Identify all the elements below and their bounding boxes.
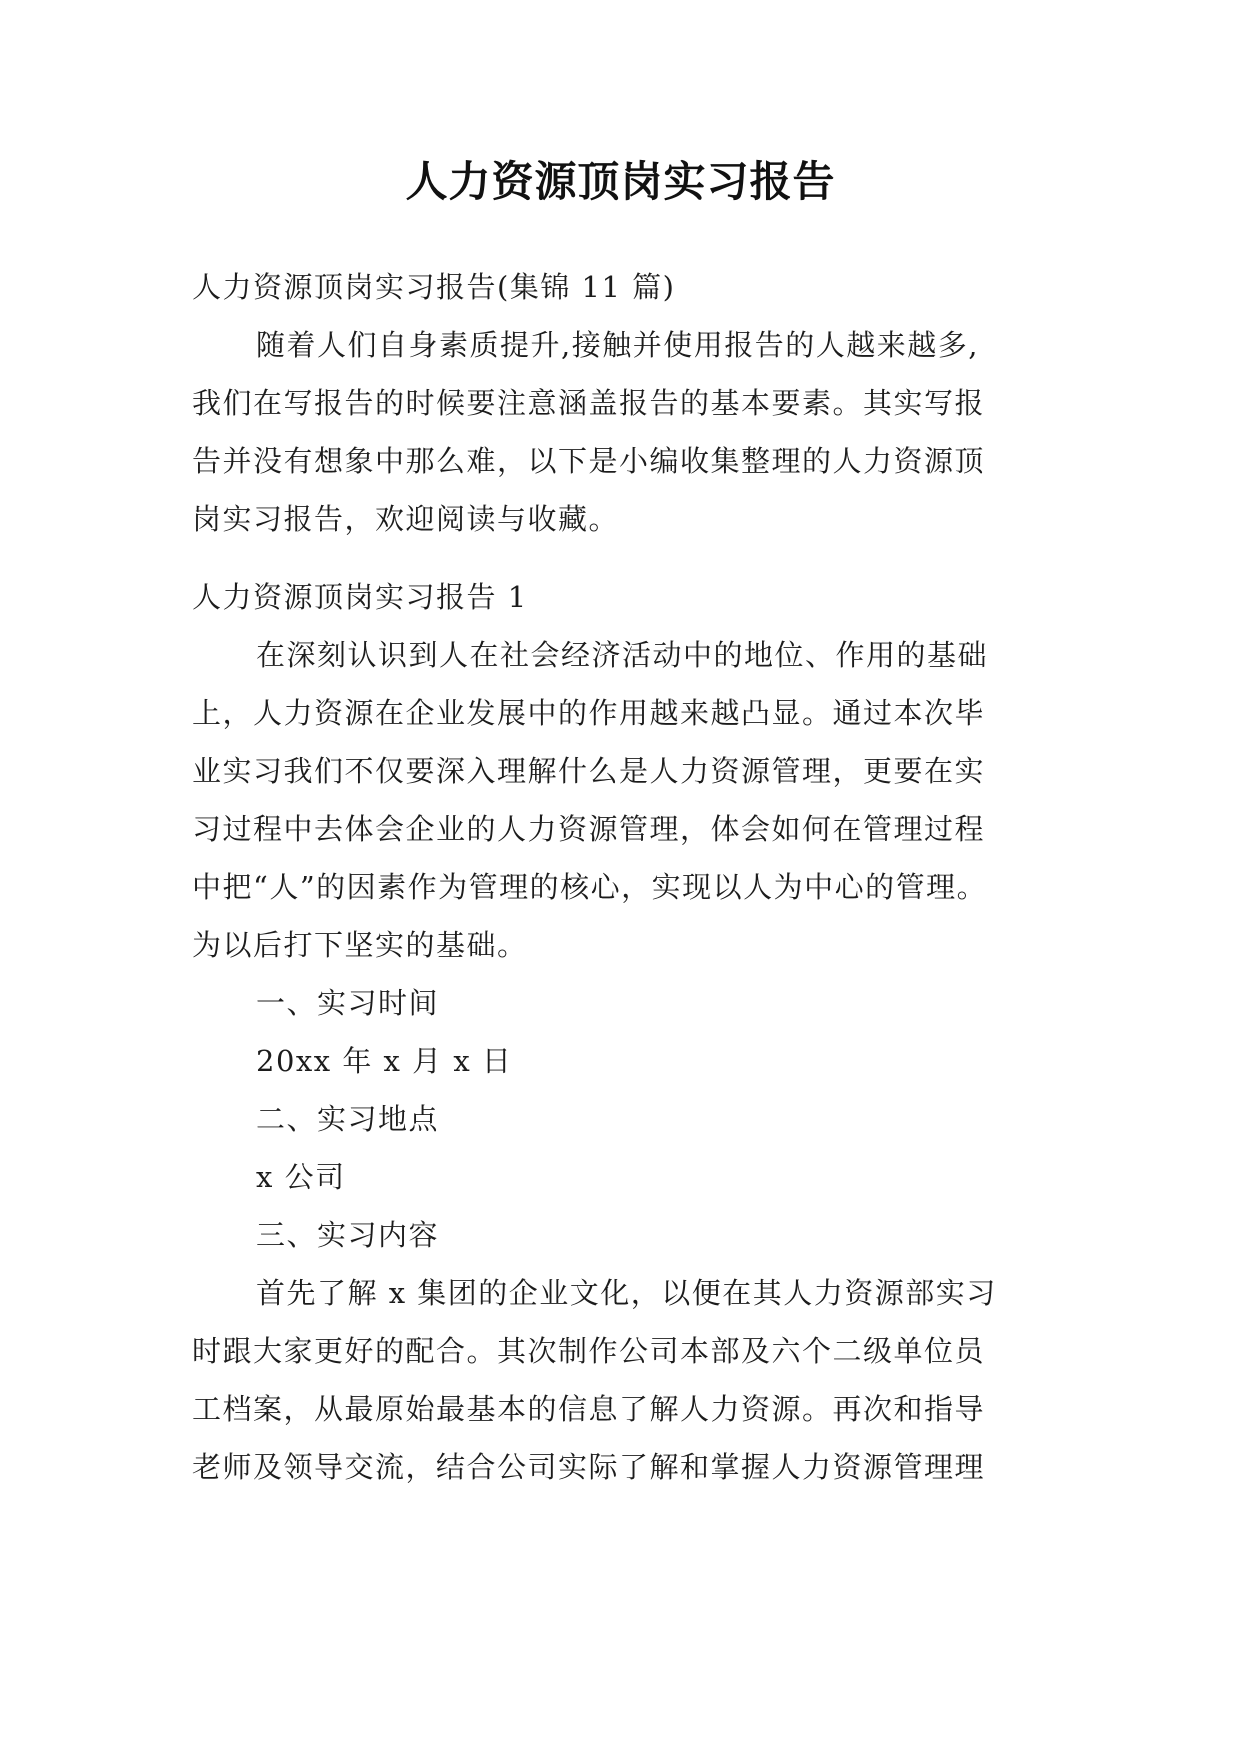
intro-line: 岗实习报告，欢迎阅读与收藏。 [192,502,620,536]
paragraph-line: 老师及领导交流，结合公司实际了解和掌握人力资源管理理 [192,1450,986,1484]
section-heading: 人力资源顶岗实习报告 1 [192,580,528,614]
paragraph-line: 中把“人”的因素作为管理的核心，实现以人为中心的管理。 [192,870,988,904]
intro-line: 告并没有想象中那么难，以下是小编收集整理的人力资源顶 [192,444,986,478]
paragraph-line: 业实习我们不仅要深入理解什么是人力资源管理，更要在实 [192,754,986,788]
intro-block [192,258,1052,548]
paragraph-line: 为以后打下坚实的基础。 [192,928,528,962]
item-heading-content: 三、实习内容 [256,1218,440,1252]
section-1 [192,568,1052,1496]
paragraph-line: 时跟大家更好的配合。其次制作公司本部及六个二级单位员 [192,1334,986,1368]
item-value-time: 20xx 年 x 月 x 日 [256,1044,513,1078]
item-value-location: x 公司 [256,1160,346,1194]
item-heading-time: 一、实习时间 [256,986,440,1020]
paragraph-line: 首先了解 x 集团的企业文化，以便在其人力资源部实习 [256,1276,997,1310]
paragraph-line: 在深刻认识到人在社会经济活动中的地位、作用的基础 [256,638,989,672]
document-title: 人力资源顶岗实习报告 [405,157,836,206]
item-heading-location: 二、实习地点 [256,1102,440,1136]
document-subtitle: 人力资源顶岗实习报告(集锦 11 篇) [192,270,676,304]
paragraph-line: 上，人力资源在企业发展中的作用越来越凸显。通过本次毕 [192,696,986,730]
paragraph-line: 习过程中去体会企业的人力资源管理，体会如何在管理过程 [192,812,986,846]
intro-line: 随着人们自身素质提升,接触并使用报告的人越来越多, [256,328,979,362]
paragraph-line: 工档案，从最原始最基本的信息了解人力资源。再次和指导 [192,1392,986,1426]
intro-line: 我们在写报告的时候要注意涵盖报告的基本要素。其实写报 [192,386,986,420]
